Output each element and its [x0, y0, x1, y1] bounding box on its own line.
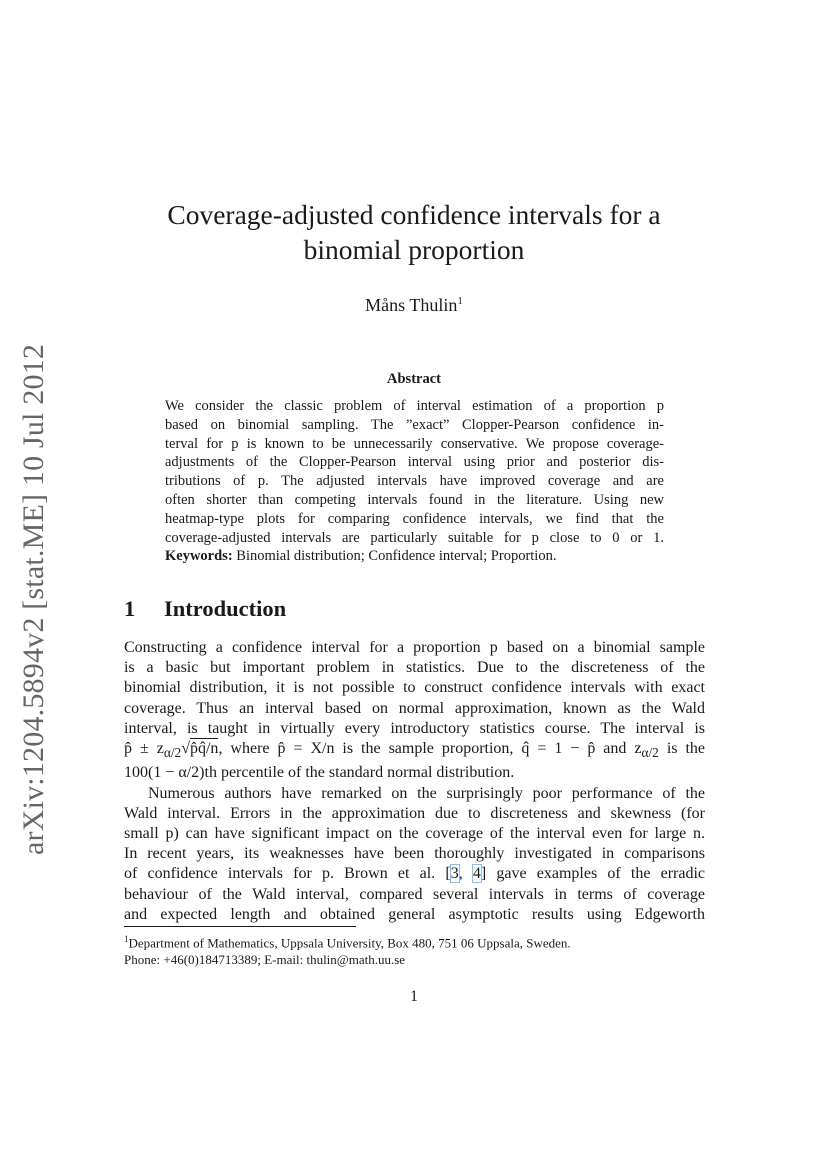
title-line-1: Coverage-adjusted confidence intervals for a: [167, 199, 661, 230]
abstract-line: tributions of p. The adjusted intervals have improved coverage and are: [165, 473, 664, 490]
citation-separator: ,: [458, 865, 473, 883]
title-line-2: binomial proportion: [303, 234, 525, 265]
body-line: Constructing a confidence interval for a proportion p based on a binomial sample: [124, 639, 705, 656]
introduction-body: [124, 638, 705, 925]
footnote-contact: Phone: +46(0)184713389; E-mail: thulin@math.uu.se: [124, 952, 406, 968]
author: [100, 289, 728, 317]
keywords-line: [165, 547, 664, 566]
body-line: small p) can have significant impact on the coverage of the interval even for large n.: [124, 825, 705, 843]
page-number: 1: [410, 988, 418, 1005]
body-line: interval, is taught in virtually every introductory statistics course. The interval is: [124, 719, 705, 737]
footnote-divider: [124, 926, 356, 927]
arxiv-identifier-stamp: arXiv:1204.5894v2 [stat.ME] 10 Jul 2012: [17, 343, 50, 855]
abstract-heading: Abstract: [387, 371, 441, 387]
abstract-line: often shorter than competing intervals found in the literature. Using new: [165, 491, 664, 508]
citation-line: [124, 864, 705, 884]
body-text-part: ] gave examples of the erradic: [480, 865, 706, 883]
footnote-affiliation: Department of Mathematics, Uppsala University, Box 480, 751 06 Uppsala, Sweden.: [128, 935, 571, 951]
body-line: binomial distribution, it is not possible to construct confidence intervals with exact: [124, 679, 705, 697]
footnote: [124, 931, 705, 968]
abstract-line: coverage-adjusted intervals are particularly suitable for p close to 0 or 1.: [165, 529, 664, 546]
section-heading-introduction: [124, 594, 286, 624]
formula-radicand: p̂q̂/n: [189, 740, 219, 758]
author-footnote-mark[interactable]: 1: [457, 295, 463, 307]
author-name: Måns Thulin: [365, 295, 458, 315]
formula-subscript: α/2: [641, 745, 659, 761]
body-line: coverage. Thus an interval based on normal approximation, known as the Wald: [124, 699, 705, 717]
abstract-line: based on binomial sampling. The ”exact” Clopper-Pearson confidence in-: [165, 416, 664, 433]
paper-title: [100, 197, 728, 267]
citation-link-3[interactable]: 3: [450, 865, 459, 883]
abstract-line: heatmap-type plots for comparing confidence intervals, we find that the: [165, 510, 664, 527]
footnote-line-1: [124, 931, 705, 951]
body-line: In recent years, its weaknesses have been thoroughly investigated in comparisons: [124, 845, 705, 863]
abstract-line: We consider the classic problem of interval estimation of a proportion p: [165, 398, 664, 414]
abstract-body: [165, 397, 664, 566]
footnote-mark: 1: [124, 934, 129, 944]
section-title: Introduction: [164, 596, 287, 621]
body-line: and expected length and obtained general asymptotic results using Edgeworth: [124, 905, 705, 923]
formula-part: , where p̂ = X/n is the sample proportion, q̂ = 1 − p̂ and z: [218, 740, 642, 758]
formula-part: is the: [658, 740, 706, 758]
citation-link-4[interactable]: 4: [472, 865, 481, 883]
body-line: Wald interval. Errors in the approximation due to discreteness and skewness (for: [124, 804, 705, 822]
section-number: 1: [124, 596, 136, 621]
abstract-line: terval for p is known to be unnecessarily conservative. We propose coverage-: [165, 435, 664, 452]
formula-subscript: α/2: [163, 745, 182, 761]
wald-formula-line: p̂ ± $z_{\alpha/2}√p̂q̂/n$, where p̂ = X/n is the sample proportion, q̂ = 1 − p̂ and $z_{\alpha/2}$ is the: [124, 740, 706, 761]
body-line: 100(1 − α/2)th percentile of the standard normal distribution.: [124, 764, 515, 782]
keywords-list: Binomial distribution; Confidence interval; Proportion.: [236, 548, 557, 565]
abstract-line: adjustments of the Clopper-Pearson interval using prior and posterior dis-: [165, 454, 664, 471]
keywords-label: Keywords:: [165, 548, 233, 565]
body-line: is a basic but important problem in statistics. Due to the discreteness of the: [124, 659, 705, 677]
body-text-part: of confidence intervals for p. Brown et al. [: [124, 865, 451, 883]
body-line: behaviour of the Wald interval, compared several intervals in terms of coverage: [124, 885, 705, 903]
body-line: Numerous authors have remarked on the surprisingly poor performance of the: [148, 784, 705, 802]
formula-part: p̂ ± z: [124, 740, 164, 758]
